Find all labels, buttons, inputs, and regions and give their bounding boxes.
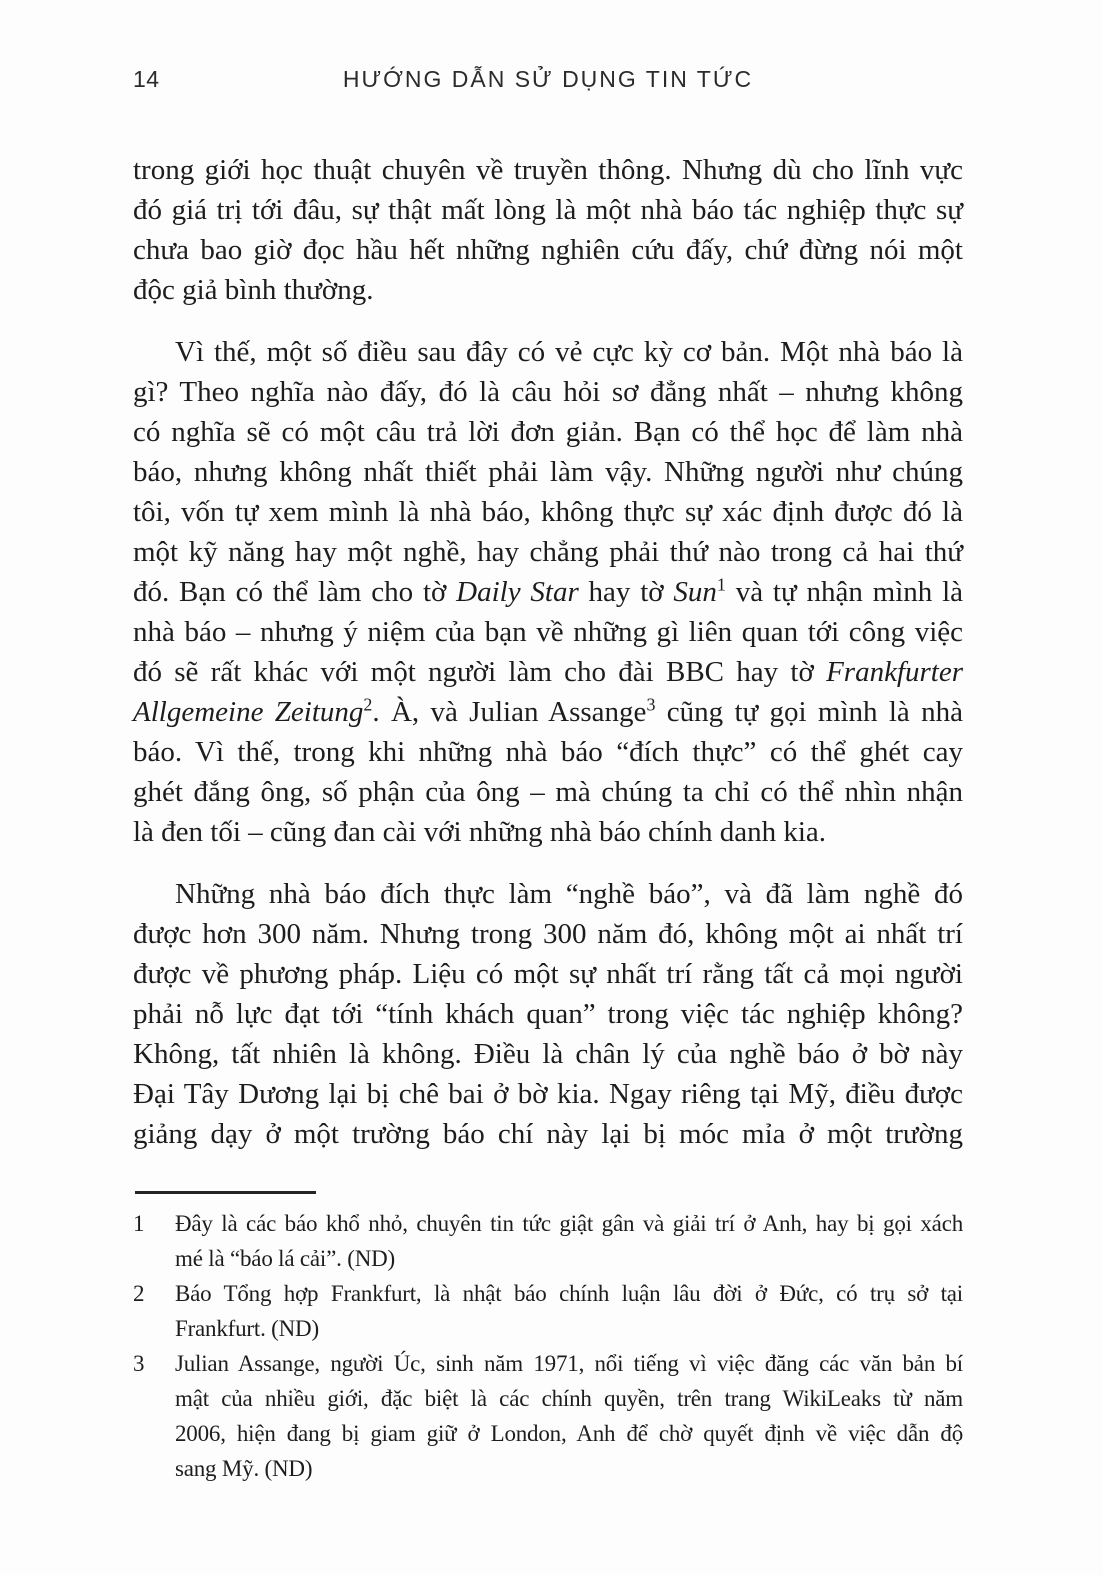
body-line	[133, 612, 963, 652]
footnote-item	[133, 1276, 963, 1346]
footnote-line: Julian Assange, người Úc, sinh năm 1971, nổi tiếng vì việc đăng các văn bản bí	[175, 1351, 963, 1376]
text-segment: báo. Vì thế, trong khi những nhà báo “đích thực” có thể ghét cay	[133, 736, 963, 768]
text-segment: và tự nhận mình là	[725, 576, 963, 608]
body-line	[133, 772, 963, 812]
footnote-ref: 3	[646, 694, 656, 715]
text-segment: báo, nhưng không nhất thiết phải làm vậy. Những người như chúng	[133, 456, 963, 488]
text-segment: được hơn 300 năm. Nhưng trong 300 năm đó, không một ai nhất trí	[133, 918, 963, 950]
text-segment: . À, và Julian Assange	[372, 696, 647, 728]
footnote-number: 3	[133, 1351, 145, 1376]
body-line	[133, 874, 963, 914]
text-segment: gì? Theo nghĩa nào đấy, đó là câu hỏi sơ đẳng nhất – nhưng không	[133, 376, 963, 408]
body-line	[133, 452, 963, 492]
body-line	[133, 492, 963, 532]
text-segment: nhà báo – nhưng ý niệm của bạn về những gì liên quan tới công việc	[133, 616, 963, 648]
text-segment: Frankfurter	[826, 656, 963, 688]
text-segment: Đại Tây Dương lại bị chê bai ở bờ kia. Ngay riêng tại Mỹ, điều được	[133, 1078, 963, 1110]
body-line	[133, 412, 963, 452]
text-segment: Không, tất nhiên là không. Điều là chân lý của nghề báo ở bờ này	[133, 1038, 963, 1070]
text-segment: giảng dạy ở một trường báo chí này lại bị móc mỉa ở một trường	[133, 1118, 963, 1150]
text-segment: trong giới học thuật chuyên về truyền thông. Nhưng dù cho lĩnh vực	[133, 154, 963, 186]
footnote-divider	[135, 1191, 316, 1194]
body-text	[133, 150, 963, 1154]
footnote-ref: 2	[363, 694, 373, 715]
body-line	[133, 812, 963, 852]
body-line	[133, 954, 963, 994]
page-header	[133, 64, 963, 98]
footnote-line: mé là “báo lá cải”. (ND)	[175, 1246, 395, 1271]
body-line	[133, 572, 963, 612]
text-segment: Vì thế, một số điều sau đây có vẻ cực kỳ cơ bản. Một nhà báo là	[175, 336, 963, 368]
text-segment: một kỹ năng hay một nghề, hay chẳng phải thứ nào trong cả hai thứ	[133, 536, 963, 568]
paragraph	[133, 332, 963, 852]
text-segment: độc giả bình thường.	[133, 274, 374, 306]
footnote-line: Báo Tổng hợp Frankfurt, là nhật báo chính luận lâu đời ở Đức, có trụ sở tại	[175, 1281, 963, 1306]
text-segment: Allgemeine Zeitung	[133, 696, 364, 728]
body-line	[133, 1114, 963, 1154]
footnote-number: 1	[133, 1211, 145, 1236]
body-line	[133, 914, 963, 954]
footnote-line: mật của nhiều giới, đặc biệt là các chính quyền, trên trang WikiLeaks từ năm	[175, 1386, 963, 1411]
text-segment: cũng tự gọi mình là nhà	[655, 696, 964, 728]
body-line	[133, 994, 963, 1034]
text-segment: có nghĩa sẽ có một câu trả lời đơn giản. Bạn có thể học để làm nhà	[133, 416, 963, 448]
text-segment: Daily Star	[456, 576, 579, 608]
text-segment: hay tờ	[578, 576, 674, 608]
running-title: HƯỚNG DẪN SỬ DỤNG TIN TỨC	[342, 66, 754, 92]
footnote-item	[133, 1206, 963, 1276]
footnote-line: Đây là các báo khổ nhỏ, chuyên tin tức giật gân và giải trí ở Anh, hay bị gọi xách	[175, 1211, 963, 1236]
body-line	[133, 1034, 963, 1074]
body-line	[133, 150, 963, 190]
body-line	[133, 1074, 963, 1114]
footnote-line: 2006, hiện đang bị giam giữ ở London, Anh để chờ quyết định về việc dẫn độ	[175, 1421, 963, 1446]
page-number: 14	[133, 66, 160, 92]
text-segment: đó sẽ rất khác với một người làm cho đài BBC hay tờ	[133, 656, 827, 688]
text-segment: Những nhà báo đích thực làm “nghề báo”, và đã làm nghề đó	[175, 878, 963, 910]
body-line	[133, 270, 963, 310]
footnote-item	[133, 1346, 963, 1486]
text-segment: đó. Bạn có thể làm cho tờ	[133, 576, 457, 608]
body-line	[133, 372, 963, 412]
footnote-ref: 1	[716, 574, 726, 595]
body-line	[133, 652, 963, 692]
paragraph	[133, 874, 963, 1154]
text-segment: phải nỗ lực đạt tới “tính khách quan” trong việc tác nghiệp không?	[133, 998, 963, 1030]
text-segment: chưa bao giờ đọc hầu hết những nghiên cứu đấy, chứ đừng nói một	[133, 234, 963, 266]
body-line	[133, 692, 963, 732]
body-line	[133, 532, 963, 572]
text-segment: tôi, vốn tự xem mình là nhà báo, không thực sự xác định được đó là	[133, 496, 963, 528]
footnote-line: Frankfurt. (ND)	[175, 1316, 319, 1341]
text-segment: là đen tối – cũng đan cài với những nhà báo chính danh kia.	[133, 816, 827, 848]
footnotes-section	[133, 1206, 963, 1486]
paragraph	[133, 150, 963, 310]
text-segment: đó giá trị tới đâu, sự thật mất lòng là một nhà báo tác nghiệp thực sự	[133, 194, 963, 226]
text-segment: Sun	[673, 576, 717, 608]
footnote-line: sang Mỹ. (ND)	[175, 1456, 313, 1481]
body-line	[133, 230, 963, 270]
body-line	[133, 190, 963, 230]
footnote-number: 2	[133, 1281, 145, 1306]
text-segment: được về phương pháp. Liệu có một sự nhất trí rằng tất cả mọi người	[133, 958, 963, 990]
body-line	[133, 732, 963, 772]
text-segment: ghét đắng ông, số phận của ông – mà chúng ta chỉ có thể nhìn nhận	[133, 776, 963, 808]
body-line	[133, 332, 963, 372]
